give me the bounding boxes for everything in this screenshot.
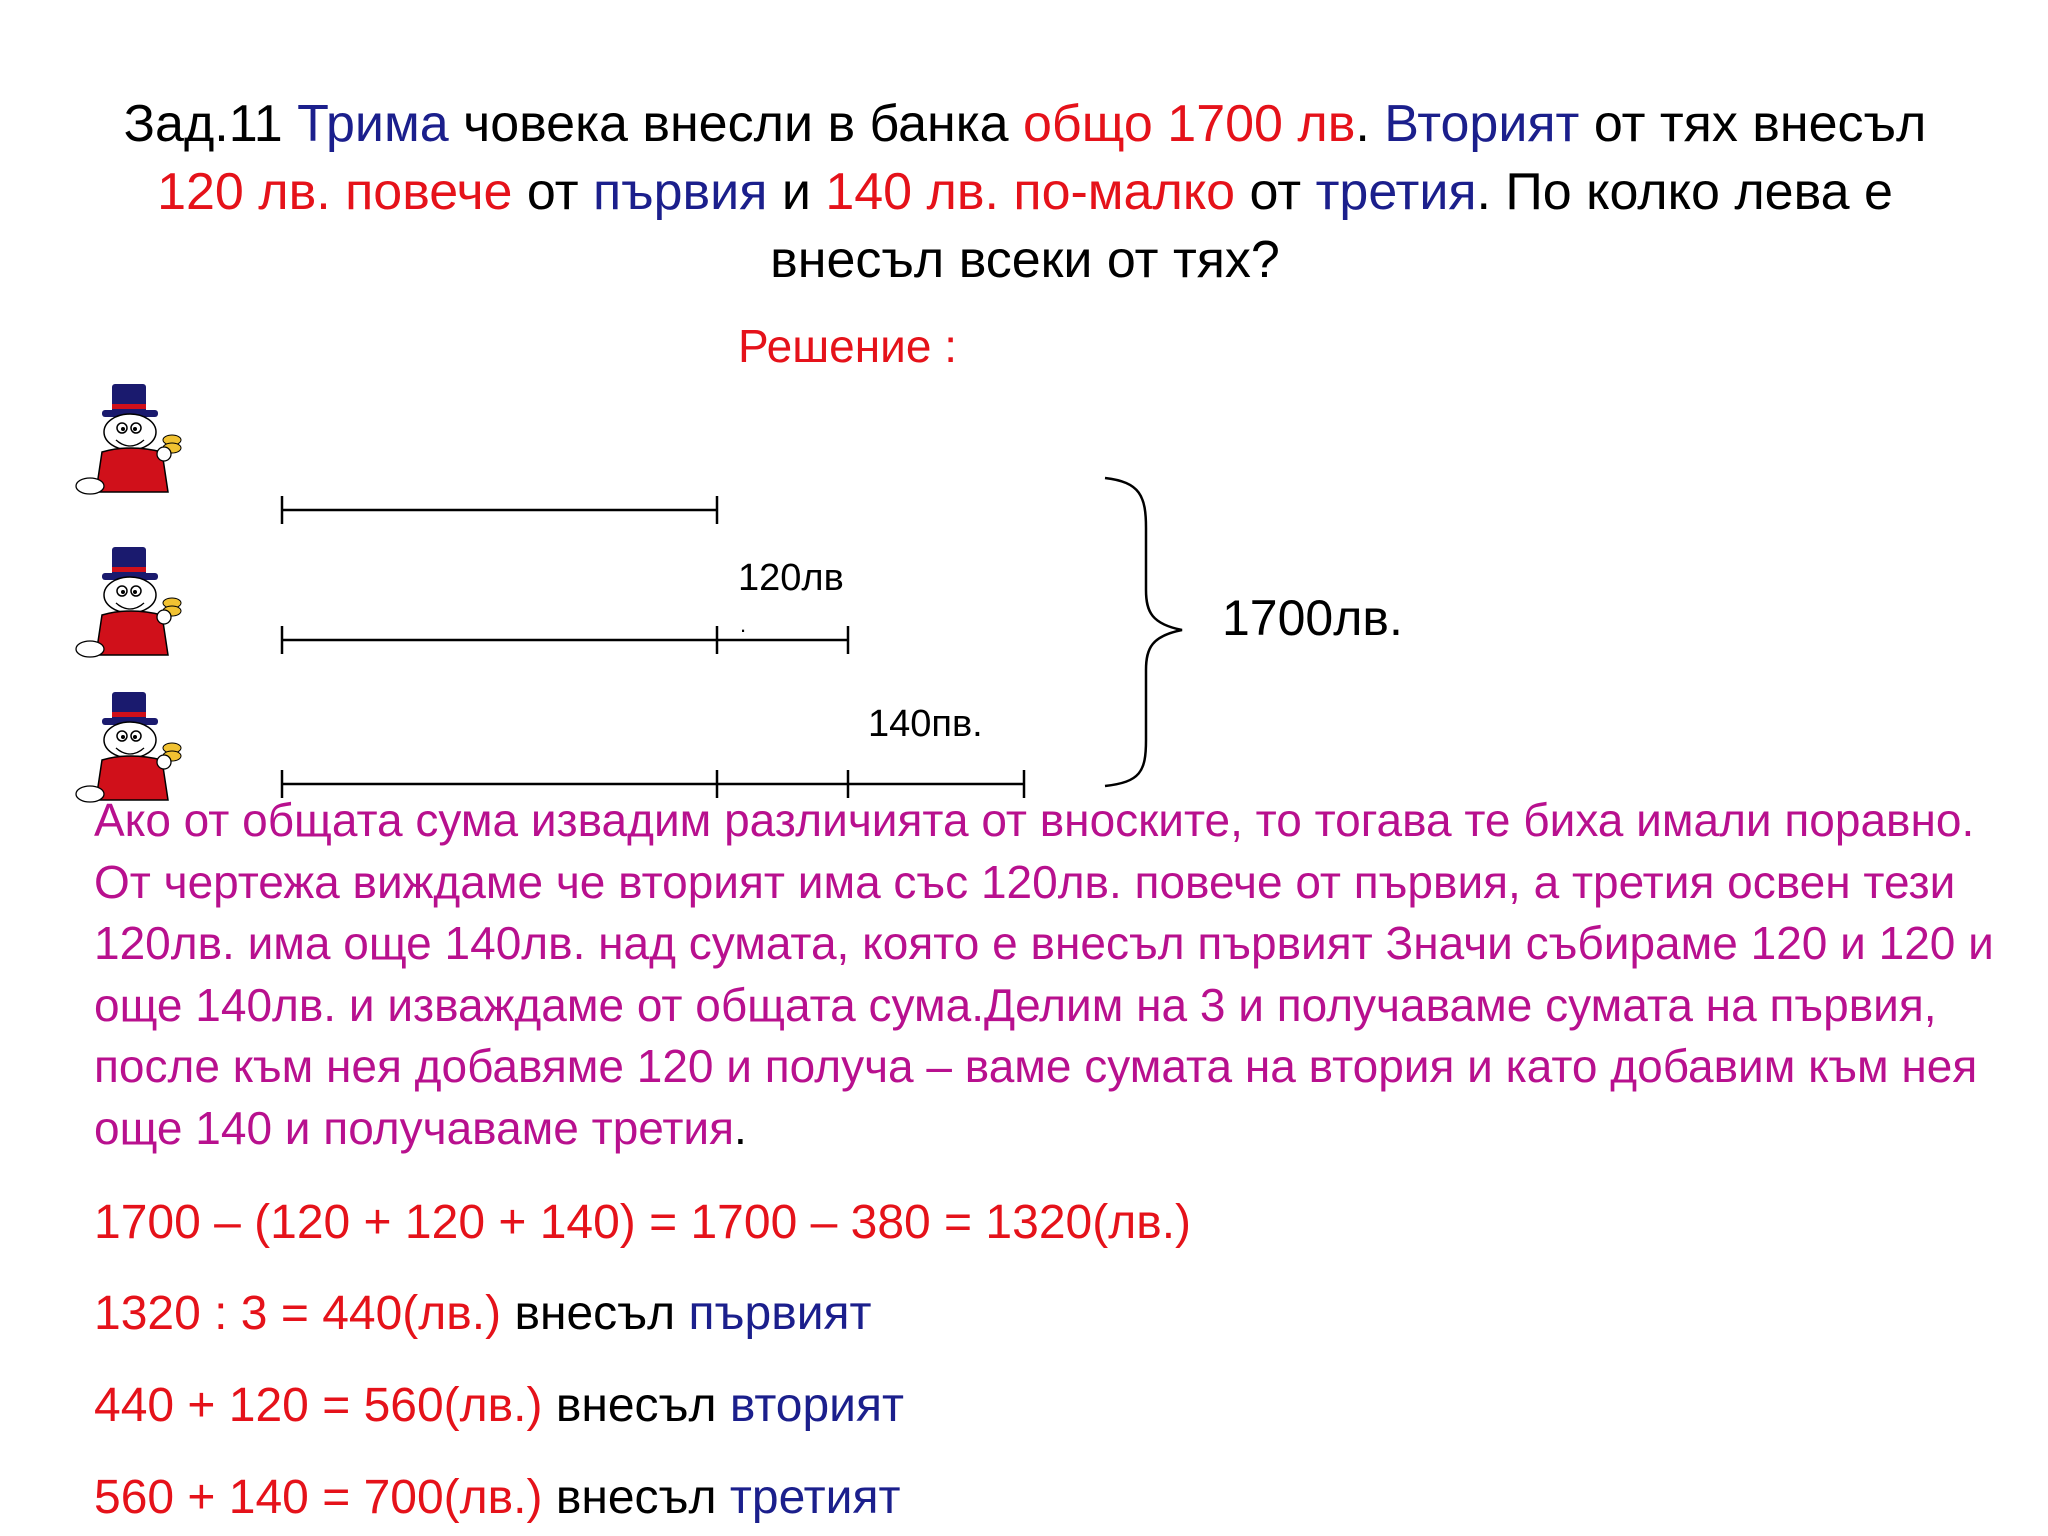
- word-third: третия: [1315, 163, 1477, 221]
- calc-who: първият: [688, 1287, 872, 1340]
- explanation-end: .: [734, 1101, 747, 1154]
- solution-title: Решение :: [738, 320, 957, 372]
- word-first: първия: [592, 163, 768, 221]
- calc-line-4: [94, 1468, 900, 1528]
- calc-expression: 440 + 120 = 560(лв.): [94, 1379, 543, 1432]
- problem-text: от: [526, 163, 579, 221]
- explanation-paragraph: [94, 790, 2004, 1159]
- problem-text: от тях внесъл: [1593, 95, 1927, 153]
- calc-line-3: [94, 1376, 904, 1436]
- calc-who: третият: [729, 1471, 901, 1524]
- problem-text: .: [1355, 95, 1370, 153]
- word-second: Вторият: [1384, 95, 1580, 153]
- calc-line-1: [94, 1193, 1191, 1253]
- problem-text: и: [781, 163, 811, 221]
- total-amount: общо 1700 лв: [1023, 95, 1356, 153]
- label-120-dot: .: [740, 612, 747, 637]
- calc-expression: 560 + 140 = 700(лв.): [94, 1471, 543, 1524]
- calc-text: внесъл: [555, 1471, 717, 1524]
- label-120: 120лв: [738, 557, 844, 599]
- less-amount: 140 лв. по-малко: [825, 163, 1236, 221]
- word-trima: Трима: [297, 95, 449, 153]
- calc-expression: 1320 : 3 = 440(лв.): [94, 1287, 502, 1340]
- problem-text: от: [1249, 163, 1302, 221]
- calc-who: вторият: [729, 1379, 904, 1432]
- calc-expression: 1700 – (120 + 120 + 140) = 1700 – 380 = 1320(лв.): [94, 1196, 1192, 1249]
- segment-first: [282, 496, 717, 524]
- label-total: 1700лв.: [1222, 590, 1403, 646]
- explanation-text: Ако от общата сума извадим различията от вноските, то тогава те биха имали поравно. От чертежа виждаме че вторият има със 120лв. повече от първия, а третия освен тези 120лв. има още 140лв. над сумата, която е внесъл първият Значи събираме 120 и 120 и още 140лв. и изваждаме от общата сума.Делим на 3 и получаваме сумата на първия, после към нея добавяме 120 и получа – ваме сумата на втория и като добавим към нея още 140 и получаваме третия: [94, 794, 1994, 1154]
- calc-line-2: [94, 1284, 871, 1344]
- label-140: 140пв.: [868, 703, 983, 745]
- more-amount: 120 лв. повече: [157, 163, 513, 221]
- task-label: Зад.11: [123, 95, 283, 153]
- calc-text: внесъл: [555, 1379, 717, 1432]
- curly-brace: [1105, 478, 1182, 786]
- problem-text: . По колко лева е внесъл всеки от тях?: [770, 163, 1893, 289]
- segment-second: [282, 626, 848, 654]
- calc-text: внесъл: [514, 1287, 676, 1340]
- problem-text: човека внесли в банка: [463, 95, 1009, 153]
